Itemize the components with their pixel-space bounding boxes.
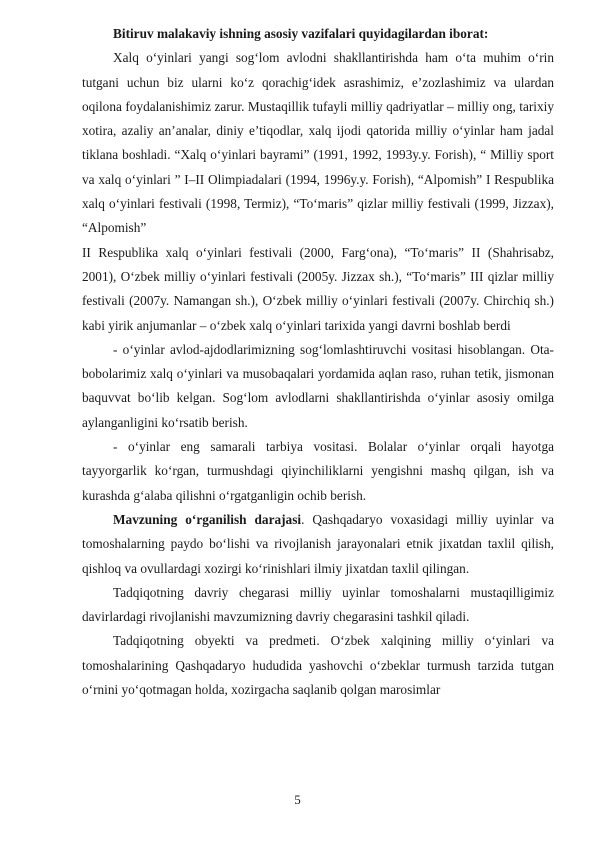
research-level-text: . Qashqadaryo voxasidagi milliy uyinlar va tomoshalarning paydo bo‘lishi va rivojlanish jarayonalari etnik jixatdan taxlil qilish, qishloq va ovullardagi xozirgi ko‘rinishlari ilmiy jixatdan taxlil qilingan. xyxy=(82,511,554,576)
paragraph-festivals: Xalq o‘yinlari yangi sog‘lom avlodni shakllantirishda ham o‘ta muhim o‘rin tutgani uchun biz ularni ko‘z qorachig‘idek asrashimiz, e’zozlashimiz va ulardan oqilona foydalanishimiz zarur. Mustaqillik tufayli milliy qadriyatlar – milliy ong, tarixiy xotira, azaliy an’analar, diniy e’tiqodlar, xalq ijodi qatorida milliy o‘yinlar ham jadal tiklana boshladi. “Xalq o‘yinlari bayrami” (1991, 1992, 1993y.y. Forish), “ Milliy sport va xalq o‘yinlari ” I–II Olimpiadalari (1994, 1996y.y. Forish), “Alpomish” I Respublika xalq o‘yinlari festivali (1998, Termiz), “To‘maris” qizlar milliy festivali (1999, Jizzax), “Alpomish” xyxy=(82,50,554,236)
research-level-term: Mavzuning o‘rganilish darajasi xyxy=(113,511,302,527)
section-heading: Bitiruv malakaviy ishning asosiy vazifalari quyidagilardan iborat: xyxy=(113,26,489,41)
paragraph-health-role: - o‘yinlar avlod-ajdodlarimizning sog‘lomlashtiruvchi vositasi hisoblangan. Ota-bobolarimiz xalq o‘yinlari va musobaqalari yordamida aqlan raso, ruhan tetik, jismonan baquvvat bo‘lib kelgan. Sog‘lom avlodlarni shakllantirishda o‘yinlar asosiy omilga aylanganligini ko‘rsatib berish. xyxy=(82,341,554,430)
paragraph-research-level xyxy=(82,508,554,581)
paragraph-time-boundary: Tadqiqotning davriy chegarasi milliy uyinlar tomoshalarni mustaqilligimiz davirlardagi rivojlanishi mavzumizning davriy chegarasini tashkil qiladi. xyxy=(82,584,554,625)
paragraph-education-role: - o‘yinlar eng samarali tarbiya vositasi. Bolalar o‘yinlar orqali hayotga tayyorgarlik ko‘rgan, turmushdagi qiyinchiliklarni yengishni mashq qilgan, ish va kurashda g‘alaba qilishni o‘rgatganligin ochib berish. xyxy=(82,439,554,503)
page-number: 5 xyxy=(294,792,301,807)
paragraph-festivals-continued: II Respublika xalq o‘yinlari festivali (2000, Farg‘ona), “To‘maris” II (Shahrisabz, 2001), O‘zbek milliy o‘yinlari festivali (2005y. Jizzax sh.), “To‘maris” III qizlar milliy festivali (2007y. Namangan sh.), O‘zbek milliy o‘yinlari festivali (2007y. Chirchiq sh.) kabi yirik anjumanlar – o‘zbek xalq o‘yinlari tarixida yangi davrni boshlab berdi xyxy=(82,244,554,333)
document-body xyxy=(82,22,554,702)
paragraph-object-subject: Tadqiqotning obyekti va predmeti. O‘zbek xalqining milliy o‘yinlari va tomoshalarining Qashqadaryo hududida yashovchi o‘zbeklar turmush tarzida tutgan o‘rnini yo‘qotmagan holda, xozirgacha saqlanib qolgan marosimlar xyxy=(82,633,554,698)
